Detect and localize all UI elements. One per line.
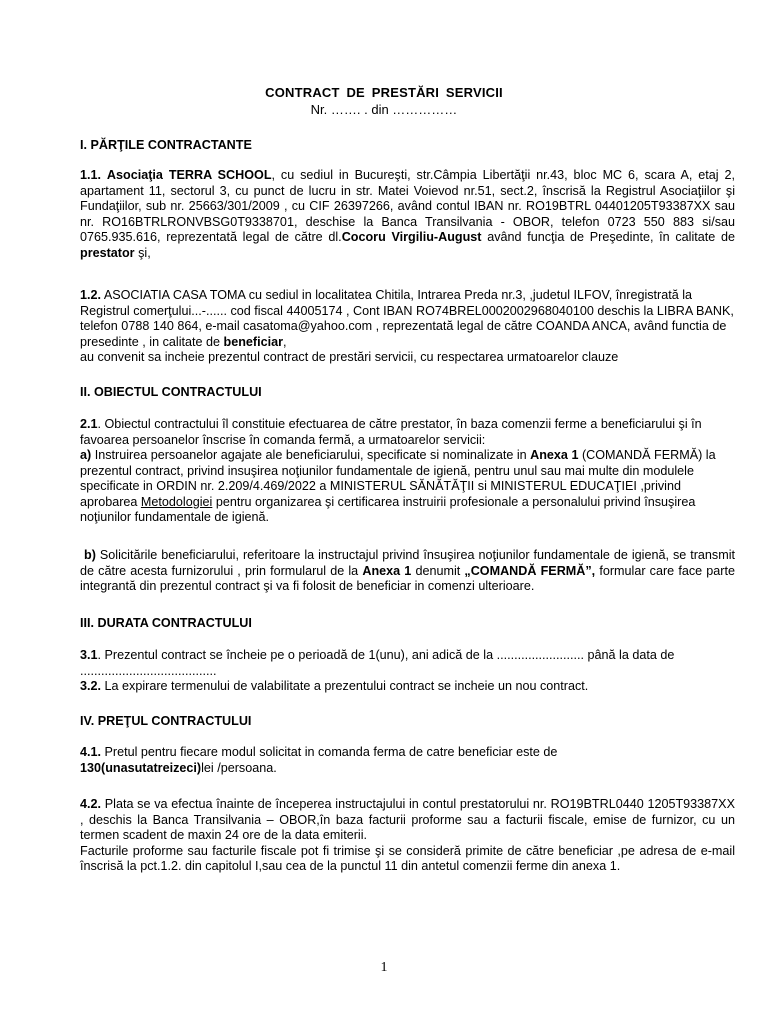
section-4-heading: IV. PREŢUL CONTRACTULUI xyxy=(80,714,252,728)
clause-2-1 xyxy=(80,417,735,526)
clause-4-1-text: Pretul pentru fiecare modul solicitat in comanda ferma de catre beneficiar este de xyxy=(101,745,558,759)
clause-1-2-end: , xyxy=(283,334,287,349)
clause-2-1-number: 2.1 xyxy=(80,417,98,431)
clause-4-2-number: 4.2. xyxy=(80,797,102,811)
clause-3-1-text: . Prezentul contract se încheie pe o perioadă de 1(unu), ani adică de la ......................... până la data de ....................................... xyxy=(80,648,675,678)
clause-2-1-b-order: „COMANDĂ FERMĂ”, xyxy=(464,563,596,578)
clause-2-1-b-text-2: denumit xyxy=(411,563,465,578)
clause-2-1-a-text-2: (COMANDĂ FERMĂ) la prezentul contract, privind insuşirea noţiunilor fundamentale de igienă, pentru unul sau mai multe din modulele specificate in ORDIN nr. 2.209/4.469/2022 a MINISTERUL SĂNĂTĂŢII si MINISTERUL EDUCAŢIEI ,privind aprobarea xyxy=(80,448,716,509)
clause-4-2-invoices: Facturile proforme sau facturile fiscale pot fi trimise şi se consideră primite de către beneficiar ,pe adresa de e-mail înscrisă la pct.1.2. din capitolul I,sau cea de la punctul 11 din antetul comenzii ferme din anexa 1. xyxy=(80,843,735,873)
clause-3-1 xyxy=(80,648,735,695)
contract-number-line: Nr. ……. . din …………… xyxy=(310,102,458,117)
clause-1-1-text-2: având funcţia de Preşedinte, în calitate de xyxy=(481,230,735,244)
clause-2-1-b-label: b) xyxy=(84,548,96,562)
clause-2-1-b-text-3: formular care face parte integrantă din prezentul contract şi va fi folosit de beneficiar in comenzi ulterioare. xyxy=(80,563,735,593)
clause-1-2-number: 1.2. xyxy=(80,288,102,302)
clause-4-1 xyxy=(80,745,735,776)
methodology-link: Metodologiei xyxy=(140,494,213,509)
clause-1-1-text: , cu sediul in Bucureşti, str.Câmpia Libertăţii nr.43, bloc MC 6, scara A, etaj 2, apartament 11, sectorul 3, cu punct de lucru in str. Matei Voievod nr.51, sect.2, înscrisă la Registrul Asociaţiilor şi Fundaţiilor, sub nr. 25663/301/2009 , cu CIF 26397266, având contul IBAN nr. RO19BTRL 04401205T93387XX sau nr. RO16BTRLRONVBSG0T9338701, deschise la Banca Transilvania - OBOR, telefon 0723 550 883 si/sau 0765.935.616, reprezentată legal de către dl. xyxy=(80,168,735,244)
clause-4-1-number: 4.1. xyxy=(80,745,102,759)
clause-1-1-end: şi, xyxy=(134,245,151,260)
clause-1-1-number: 1.1. xyxy=(80,168,102,182)
clause-2-1-b-annex: Anexa 1 xyxy=(362,563,412,578)
clause-3-2-text: La expirare termenului de valabilitate a prezentului contract se incheie un nou contract. xyxy=(101,679,589,693)
section-1-heading: I. PĂRŢILE CONTRACTANTE xyxy=(80,138,252,152)
clause-2-1-a-text: Instruirea persoanelor agajate ale beneficiarului, specificate si nominalizate in xyxy=(91,448,531,462)
clause-4-1-end: lei /persoana. xyxy=(201,760,277,775)
clause-1-1-party-name: Asociaţia TERRA SCHOOL xyxy=(106,168,272,182)
clause-1-2-role: beneficiar xyxy=(223,334,284,349)
section-2-heading: II. OBIECTUL CONTRACTULUI xyxy=(80,385,262,399)
clause-1-1 xyxy=(80,168,735,261)
clause-2-1-a-annex: Anexa 1 xyxy=(530,448,579,462)
clause-2-1-b-text: Solicitările beneficiarului, referitoare la instructajul privind însuşirea noţiunilor fundamentale de igienă, se transmit de către acesta furnizorului , prin formularul de la xyxy=(80,548,736,578)
clause-1-1-representative: Cocoru Virgiliu-August xyxy=(341,230,482,244)
clause-2-1-a-label: a) xyxy=(80,448,92,462)
clause-4-2-text: Plata se va efectua înainte de începerea instructajului in contul prestatorului nr. RO19BTRL0440 1205T93387XX , deschis la Banca Transilvania – OBOR,în baza facturii proforme sau a facturii fiscale, emise de furnizor, cu un termen scadent de maxin 24 ore de la data emiterii. xyxy=(80,797,735,842)
clause-1-2-agreement: au convenit sa incheie prezentul contract de prestări servicii, cu respectarea urmatoarelor clauze xyxy=(80,350,619,364)
clause-4-1-price: 130(unasutatreizeci) xyxy=(80,760,202,775)
contract-title: CONTRACT DE PRESTĂRI SERVICII xyxy=(265,85,503,100)
page-number: 1 xyxy=(380,960,388,975)
clause-4-2 xyxy=(80,797,735,875)
clause-3-2-number: 3.2. xyxy=(80,679,102,693)
clause-1-2-text: ASOCIATIA CASA TOMA cu sediul in localitatea Chitila, Intrarea Preda nr.3, ,judetul ILFOV, înregistrată la Registrul comerţului...-...... cod fiscal 44005174 , Cont IBAN RO74BREL0002002968040100 deschis la LIBRA BANK, telefon 0788 140 864, e-mail casatoma@yahoo.com , reprezentată legal de către COANDA ANCA, având functia de presedinte , in calitate de xyxy=(80,288,734,349)
clause-1-1-role: prestator xyxy=(80,245,135,260)
clause-2-1-text: . Obiectul contractului îl constituie efectuarea de către prestator, în baza comenzii ferme a beneficiarului şi în favoarea persoanelor înscrise în comanda fermă, a urmatoarelor servicii: xyxy=(80,417,702,447)
section-3-heading: III. DURATA CONTRACTULUI xyxy=(80,616,252,630)
clause-3-1-number: 3.1 xyxy=(80,648,98,662)
clause-2-1-b xyxy=(80,548,735,595)
clause-2-1-a-text-3: pentru organizarea şi certificarea instruirii profesionale a personalului privind însuşirea noţiunilor fundamentale de igienă. xyxy=(80,494,696,524)
clause-1-2 xyxy=(80,288,735,366)
